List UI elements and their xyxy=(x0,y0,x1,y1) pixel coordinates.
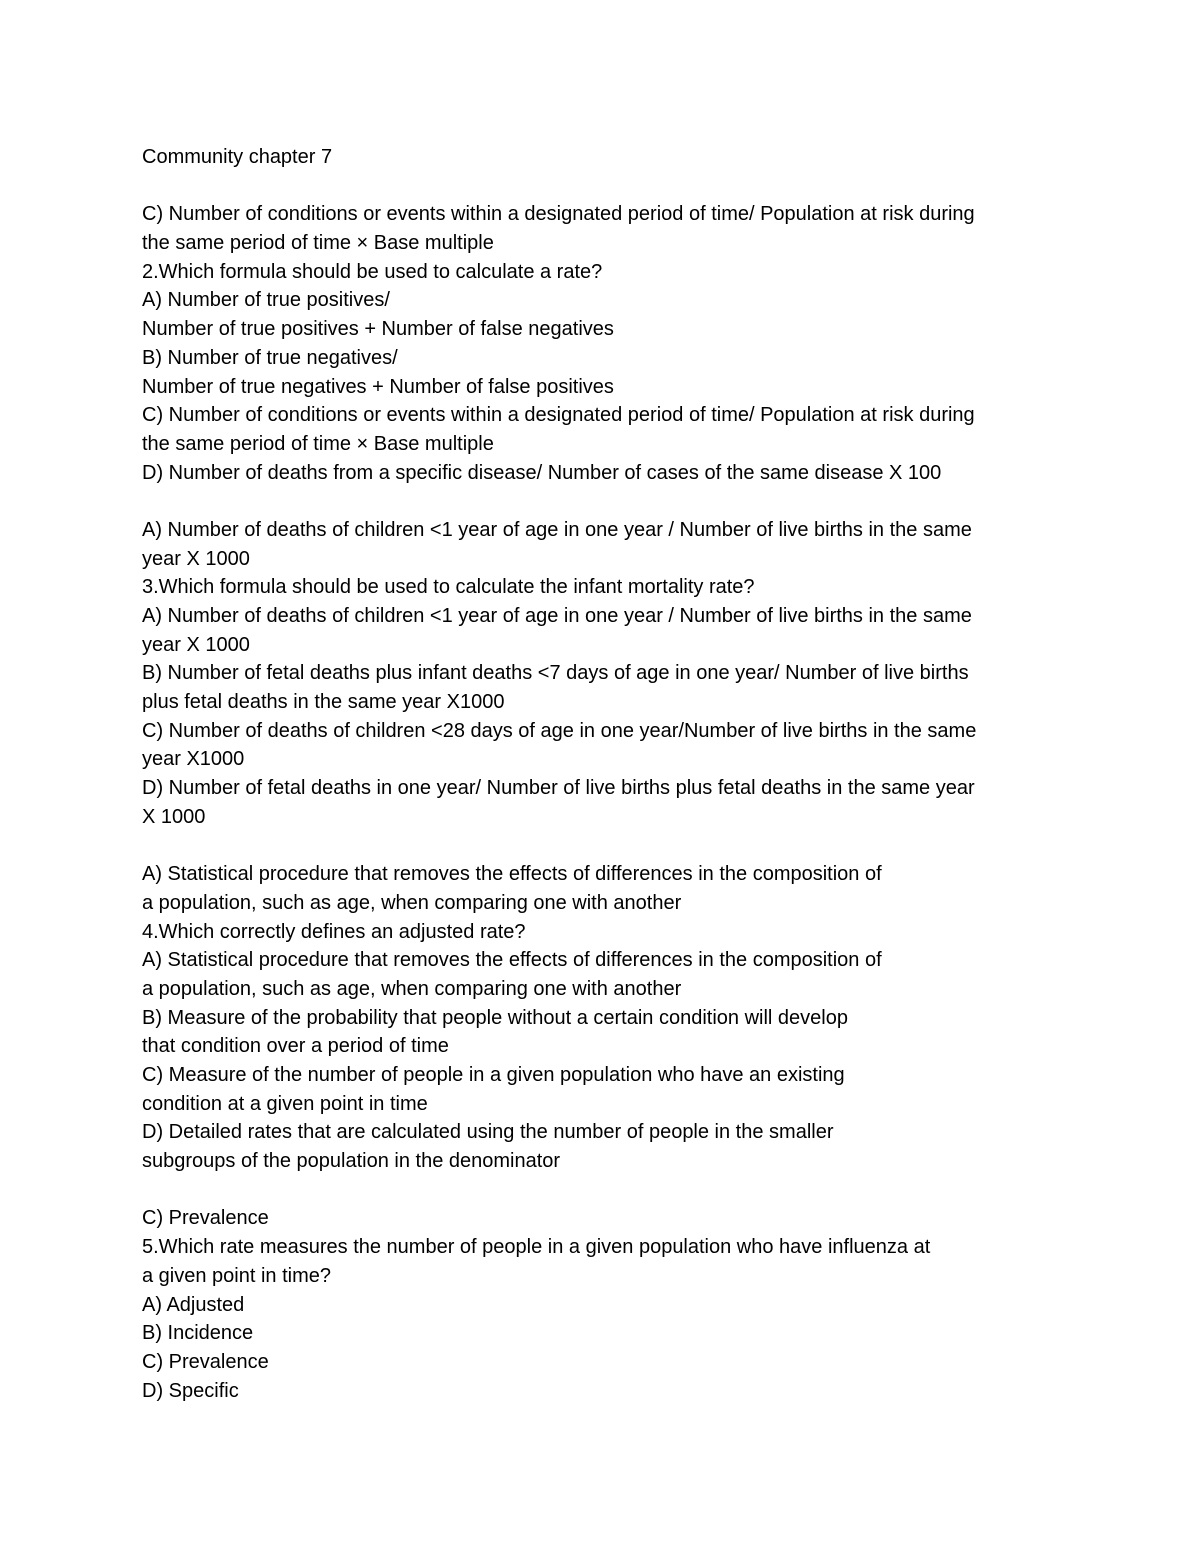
q5-option-line: C) Prevalence xyxy=(142,1350,269,1373)
spacer xyxy=(142,832,1142,861)
q4-option-line: that condition over a period of time xyxy=(142,1035,449,1058)
q2-option-line: the same period of time × Base multiple xyxy=(142,432,494,455)
q2-option-line: D) Number of deaths from a specific disease/ Number of cases of the same disease X 100 xyxy=(142,461,942,484)
q2-question: 2.Which formula should be used to calculate a rate? xyxy=(142,260,603,283)
q3-option-line: X 1000 xyxy=(142,805,206,828)
q4-option-line: C) Measure of the number of people in a given population who have an existing xyxy=(142,1064,845,1086)
q2-option-line: B) Number of true negatives/ xyxy=(142,346,398,369)
q2-option-line: Number of true negatives + Number of false positives xyxy=(142,375,614,398)
q5-question: a given point in time? xyxy=(142,1264,332,1287)
q3-answer-line: A) Statistical procedure that removes the effects of differences in the composition of xyxy=(142,863,882,886)
q3-option-line: B) Number of fetal deaths plus infant deaths <7 days of age in one year/ Number of live births xyxy=(142,662,969,685)
q3-option-line: year X1000 xyxy=(142,748,245,771)
q4-option-line: A) Statistical procedure that removes the effects of differences in the composition of xyxy=(142,949,882,972)
q5-option-line: B) Incidence xyxy=(142,1322,254,1345)
document-title: Community chapter 7 xyxy=(142,146,333,168)
q5-option-line: D) Specific xyxy=(142,1379,239,1402)
q3-question: 3.Which formula should be used to calculate the infant mortality rate? xyxy=(142,576,755,599)
q3-answer-line: a population, such as age, when comparing one with another xyxy=(142,891,682,914)
spacer xyxy=(142,172,1142,201)
document-page xyxy=(142,143,1142,1405)
q5-option-line: A) Adjusted xyxy=(142,1293,245,1316)
q3-option-line: C) Number of deaths of children <28 days of age in one year/Number of live births in the same xyxy=(142,719,977,742)
q4-option-line: subgroups of the population in the denominator xyxy=(142,1150,561,1173)
q4-option-line: condition at a given point in time xyxy=(142,1092,428,1115)
spacer xyxy=(142,1176,1142,1205)
q2-option-line: Number of true positives + Number of false negatives xyxy=(142,318,614,341)
q3-option-line: year X 1000 xyxy=(142,633,250,656)
q1-answer-line: the same period of time × Base multiple xyxy=(142,232,494,255)
q3-option-line: A) Number of deaths of children <1 year of age in one year / Number of live births in the same xyxy=(142,605,972,627)
q2-answer-line: year X 1000 xyxy=(142,547,250,570)
q4-option-line: a population, such as age, when comparing one with another xyxy=(142,977,682,1000)
q2-answer-line: A) Number of deaths of children <1 year of age in one year / Number of live births in the same xyxy=(142,518,972,541)
q4-option-line: D) Detailed rates that are calculated using the number of people in the smaller xyxy=(142,1121,834,1144)
q3-option-line: plus fetal deaths in the same year X1000 xyxy=(142,691,505,714)
q4-answer-line: C) Prevalence xyxy=(142,1207,269,1230)
spacer xyxy=(142,487,1142,516)
q2-option-line: C) Number of conditions or events within a designated period of time/ Population at risk during xyxy=(142,404,975,427)
q3-option-line: D) Number of fetal deaths in one year/ Number of live births plus fetal deaths in the same year xyxy=(142,777,975,800)
q4-option-line: B) Measure of the probability that people without a certain condition will develop xyxy=(142,1006,848,1029)
q4-question: 4.Which correctly defines an adjusted rate? xyxy=(142,920,526,943)
q2-option-line: A) Number of true positives/ xyxy=(142,289,390,312)
q1-answer-line: C) Number of conditions or events within a designated period of time/ Population at risk during xyxy=(142,203,975,226)
q5-question: 5.Which rate measures the number of people in a given population who have influenza at xyxy=(142,1236,931,1259)
